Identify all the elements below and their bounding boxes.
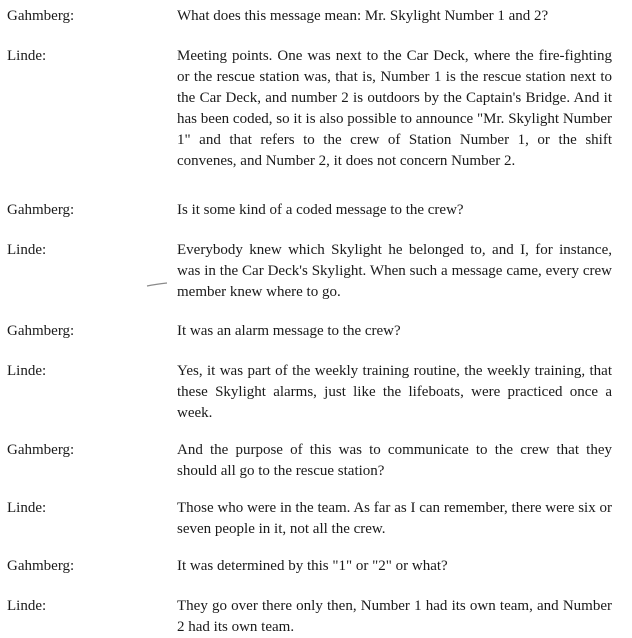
utterance-text: It was an alarm message to the crew?: [177, 323, 401, 339]
utterance-text: It was determined by this "1" or "2" or what?: [177, 558, 448, 574]
speaker-label: Linde:: [7, 598, 47, 614]
pen-stroke-mark: [146, 282, 168, 288]
speaker-label: Gahmberg:: [7, 8, 75, 24]
utterance-text: Is it some kind of a coded message to the crew?: [177, 202, 464, 218]
speaker-label: Gahmberg:: [7, 558, 75, 574]
speaker-label: Gahmberg:: [7, 323, 75, 339]
speaker-label: Linde:: [7, 48, 47, 64]
speaker-label: Gahmberg:: [7, 442, 75, 458]
utterance-text: Everybody knew which Skylight he belonged to, and I, for instance, was in the Car Deck's Skylight. When such a message came, every crew member knew where to go.: [177, 242, 612, 300]
utterance-text: They go over there only then, Number 1 had its own team, and Number 2 had its own team.: [177, 598, 612, 635]
utterance-text: Yes, it was part of the weekly training routine, the weekly training, that these Skylight alarms, just like the lifeboats, were practiced once a week.: [177, 363, 612, 421]
speaker-label: Linde:: [7, 242, 47, 258]
speaker-label: Gahmberg:: [7, 202, 75, 218]
utterance-text: Those who were in the team. As far as I can remember, there were six or seven people in it, not all the crew.: [177, 500, 612, 537]
speaker-label: Linde:: [7, 500, 47, 516]
utterance-text: And the purpose of this was to communicate to the crew that they should all go to the rescue station?: [177, 442, 612, 479]
speaker-label: Linde:: [7, 363, 47, 379]
utterance-text: What does this message mean: Mr. Skylight Number 1 and 2?: [177, 8, 549, 24]
utterance-text: Meeting points. One was next to the Car Deck, where the fire-fighting or the rescue station was, that is, Number 1 is the rescue station next to the Car Deck, and number 2 is outdoors by the Captain's Bridge. And it has been coded, so it is also possible to announce "Mr. Skylight Number 1" and that refers to the crew of Station Number 1, or the shift convenes, and Number 2, it does not concern Number 2.: [177, 48, 612, 169]
